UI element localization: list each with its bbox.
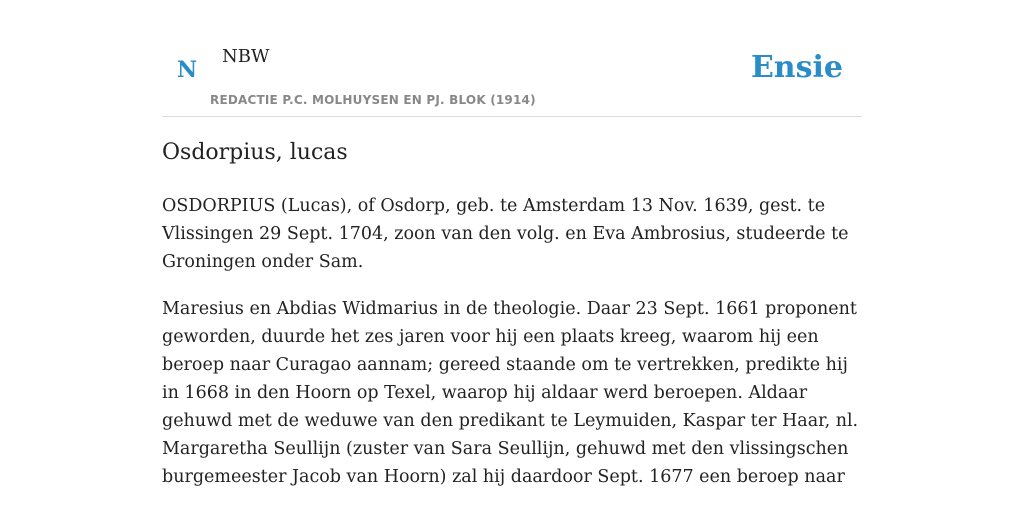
source-subtitle: REDACTIE P.C. MOLHUYSEN EN PJ. BLOK (1914) xyxy=(210,93,536,107)
entry-paragraph: Maresius en Abdias Widmarius in de theologie. Daar 23 Sept. 1661 proponent geworden, duurde het zes jaren voor hij een plaats kreeg, waarom hij een beroep naar Curagao aannam; gereed staande om te vertrekken, predikte hij in 1668 in den Hoorn op Texel, waarop hij aldaar werd beroepen. Aldaar gehuwd met de weduwe van den predikant te Leymuiden, Kaspar ter Haar, nl. Margaretha Seullijn (zuster van Sara Seullijn, gehuwd met den vlissingschen burgemeester Jacob van Hoorn) zal hij daardoor Sept. 1677 een beroep naar xyxy=(162,299,859,487)
source-title[interactable]: NBW xyxy=(222,46,270,67)
page-header xyxy=(162,0,862,117)
ensie-logo-link[interactable]: Ensie xyxy=(750,50,843,85)
source-logo-icon: N xyxy=(177,57,198,83)
entry-title: Osdorpius, lucas xyxy=(162,140,348,165)
page-container xyxy=(162,0,862,487)
entry-paragraph: OSDORPIUS (Lucas), of Osdorp, geb. te Amsterdam 13 Nov. 1639, gest. te Vlissingen 29 Sept. 1704, zoon van den volg. en Eva Ambrosius, studeerde te Groningen onder Sam. xyxy=(162,196,849,272)
